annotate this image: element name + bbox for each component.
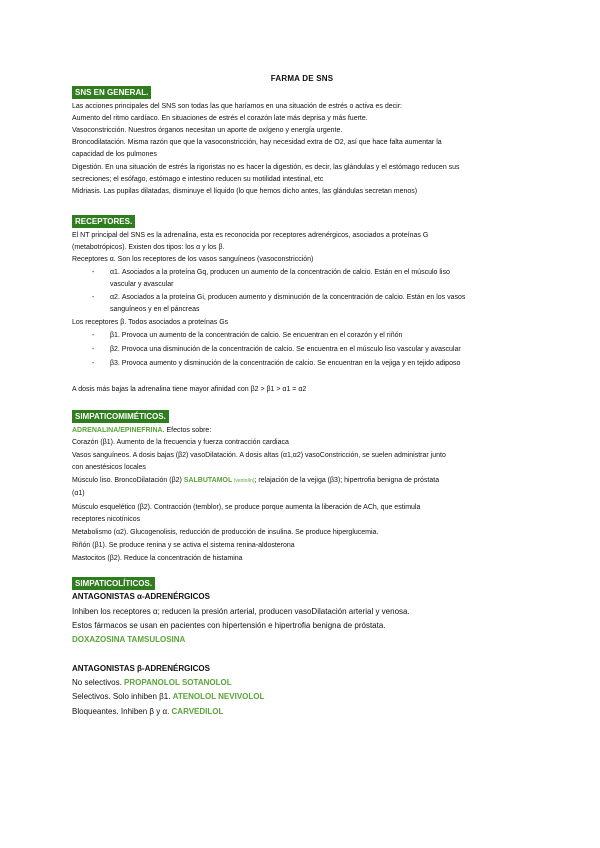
paragraph-line [72,706,532,718]
drug-name: ATENOLOL NEVIVOLOL [172,692,265,701]
list-item: β1. Provoca un aumento de la concentración de calcio. Se encuentran en el corazón y el riñón [110,332,403,339]
bullet-dash: - [92,294,95,301]
paragraph-line: A dosis más bajas la adrenalina tiene mayor afinidad con β2 > β1 > α1 = α2 [72,386,307,393]
drug-name: CARVEDILOL [171,707,224,716]
paragraph-line: receptores nicotínicos [72,516,141,523]
drug-name: SALBUTAMOL [183,477,233,484]
paragraph-line: Inhiben los receptores α; reducen la presión arterial, producen vasoDilatación arterial y venosa. [72,607,410,616]
section-header-sns-general: SNS EN GENERAL. [72,86,151,99]
paragraph-line: (α1) [72,490,85,497]
drug-name: ADRENALINA/EPINEFRINA [72,427,163,434]
text-span: Bloqueantes. Inhiben β y α. [72,707,172,716]
section-header-receptores: RECEPTORES. [72,215,135,228]
paragraph-line: Receptores α. Son los receptores de los vasos sanguíneos (vasoconstricción) [72,256,314,263]
list-item: β2. Provoca una disminución de la concentración de calcio. Se encuentra en el músculo liso vascular y avascular [110,346,461,353]
drug-name: PROPANOLOL SOTANOLOL [124,678,232,687]
paragraph-line: Las acciones principales del SNS son todas las que haríamos en una situación de estrés o activa es decir: [72,103,402,110]
list-item: α2. Asociados a la proteína Gi, producen aumento y disminución de la concentración de calcio. Están en los vasos [110,294,466,301]
page-title: FARMA DE SNS [270,74,334,83]
text-span: Selectivos. Solo inhiben β1. [72,692,173,701]
text-span: Músculo liso. BroncoDilatación (β2) [72,477,184,484]
drug-names: DOXAZOSINA TAMSULOSINA [72,635,186,644]
bullet-dash: - [92,269,95,276]
subheading: ANTAGONISTAS β-ADRENÉRGICOS [72,664,210,673]
paragraph-line: El NT principal del SNS es la adrenalina, esta es reconocida por receptores adrenérgicos, asociados a proteínas G [72,232,429,239]
paragraph-line: (metabotrópicos). Existen dos tipos: los α y los β. [72,244,225,251]
section-header-simpaticoliticos: SIMPATICOLÍTICOS. [72,577,155,590]
paragraph-line: capacidad de los pulmones [72,151,157,158]
paragraph-line: Midriasis. Las pupilas dilatadas, disminuye el líquido (lo que hemos dicho antes, las glándulas secretan menos) [72,188,418,195]
paragraph-line: Vasos sanguíneos. A dosis bajas (β2) vasoDilatación. A dosis altas (α1,α2) vasoConstricción, se suelen administrar junto [72,452,446,459]
paragraph-line: Corazón (β1). Aumento de la frecuencia y fuerza contracción cardiaca [72,439,289,446]
text-span: No selectivos. [72,678,125,687]
paragraph-line: Metabolismo (α2). Glucogenolisis, reducción de producción de insulina. Se produce hiperglucemia. [72,529,379,536]
paragraph-line: Broncodilatación. Misma razón que que la vasoconstricción, hay necesidad extra de O2, así que hace falta aumentar la [72,139,442,146]
paragraph-line: Riñón (β1). Se produce renina y se activa el sistema renina-aldosterona [72,542,295,549]
paragraph-line: Músculo esquelético (β2). Contracción (temblor), se produce porque aumenta la liberación de ACh, que estimula [72,504,421,511]
paragraph-line: Vasoconstricción. Nuestros órganos necesitan un aporte de oxígeno y energía urgente. [72,127,343,134]
list-item: α1. Asociados a la proteína Gq, producen un aumento de la concentración de calcio. Están en el músculo liso [110,269,450,276]
paragraph-line [72,691,532,703]
paragraph-line [72,677,532,689]
list-item: β3. Provoca aumento y disminución de la concentración de calcio. Se encuentran en la vejiga y en tejido adiposo [110,360,461,367]
paragraph-line: Digestión. En una situación de estrés la rigoristas no es hacer la digestión, es decir, las glándulas y el estómago reducen sus [72,164,460,171]
paragraph-line: secreciones; el esófago, estómago e intestino reducen su motilidad intestinal, etc [72,176,324,183]
paragraph-line: Estos fármacos se usan en pacientes con hipertensión e hipertrofia benigna de próstata. [72,621,386,630]
text-span: ; relajación de la vejiga (β3); hipertrofia benigna de próstata [254,477,440,484]
paragraph-line: con anestésicos locales [72,464,146,471]
bullet-dash: - [92,360,95,367]
section-header-simpaticomimeticos: SIMPATICOMIMÉTICOS. [72,410,169,423]
paragraph-line: Los receptores β. Todos asociados a proteínas Gs [72,319,229,326]
paragraph-line: Aumento del ritmo cardíaco. En situaciones de estrés el corazón late más deprisa y más fuerte. [72,115,368,122]
drug-brand: (ventolín) [232,478,255,484]
bullet-dash: - [92,332,95,339]
subheading: ANTAGONISTAS α-ADRENÉRGICOS [72,592,210,601]
list-item-continuation: vascular y avascular [110,281,174,288]
paragraph-line [72,475,532,487]
paragraph-line [72,425,532,436]
text-span: . Efectos sobre: [162,427,212,434]
list-item-continuation: sanguíneos y en el páncreas [110,306,200,313]
paragraph-line: Mastocitos (β2). Reduce la concentración de histamina [72,555,243,562]
bullet-dash: - [92,346,95,353]
